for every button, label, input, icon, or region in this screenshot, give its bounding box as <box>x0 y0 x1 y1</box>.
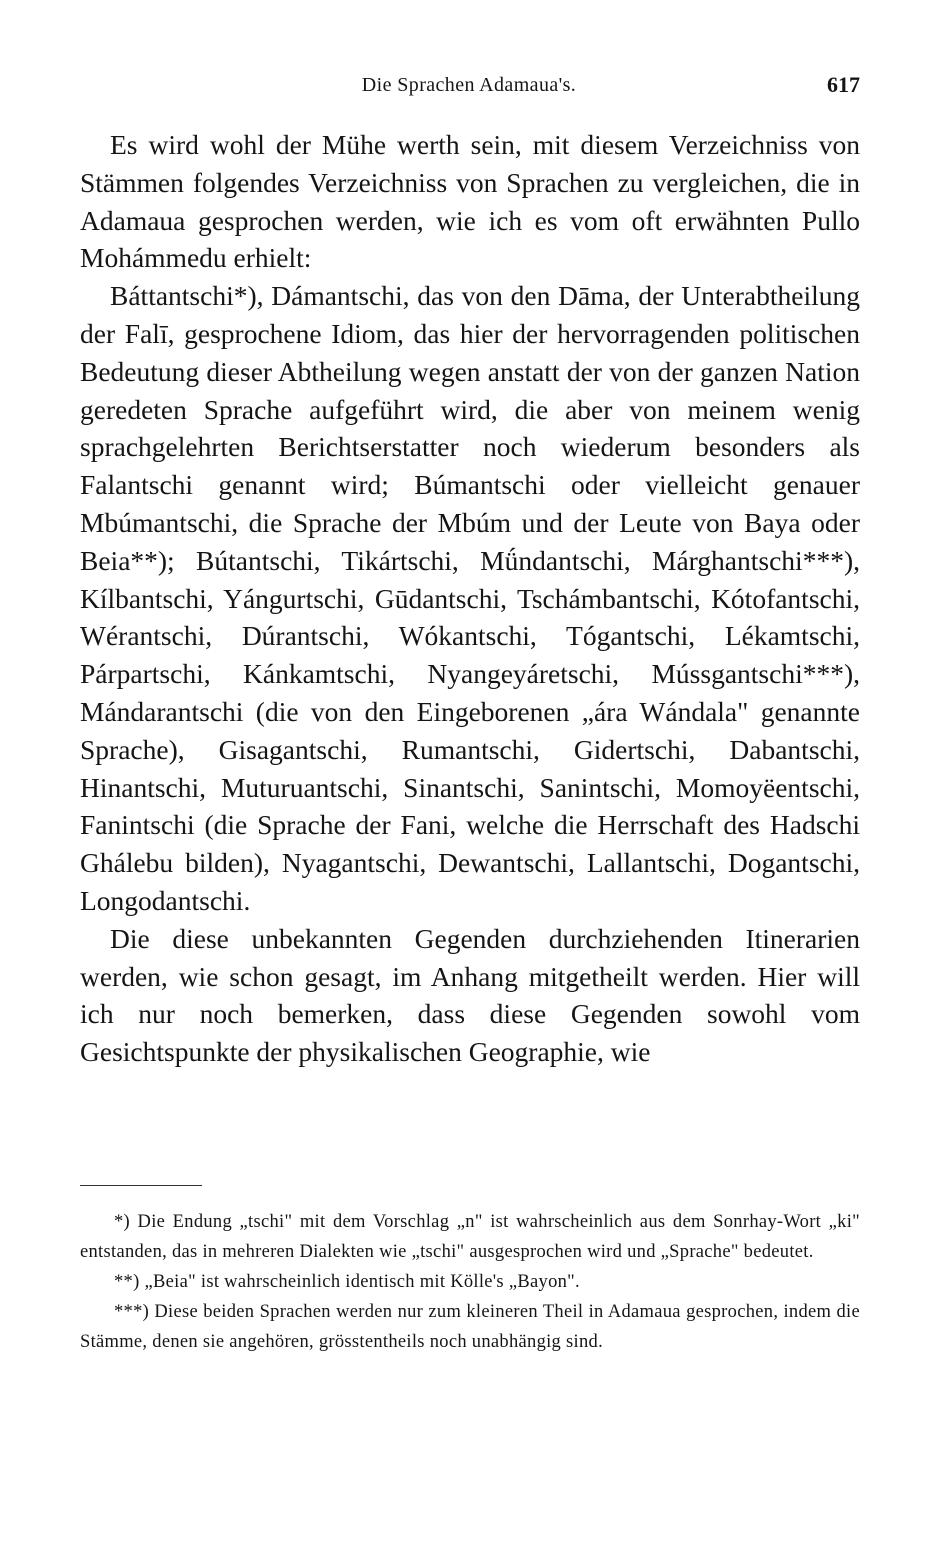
running-title: Die Sprachen Adamaua's. <box>361 74 577 96</box>
page-number: 617 <box>827 72 860 97</box>
running-head <box>78 74 860 104</box>
footnotes <box>80 1207 860 1357</box>
footnote-2: **) „Beia" ist wahrscheinlich identisch mit Kölle's „Bayon". <box>114 1272 580 1292</box>
footnote-divider <box>80 1185 202 1186</box>
paragraph-intro: Es wird wohl der Mühe werth sein, mit diesem Verzeichniss von Stämmen folgendes Verzeichniss von Sprachen zu vergleichen, die in Adamaua gesprochen werden, wie ich es vom oft erwähnten Pullo Mohámmedu erhielt: <box>80 129 860 274</box>
main-text <box>80 126 860 1071</box>
footnote-1: *) Die Endung „tschi" mit dem Vorschlag „n" ist wahrscheinlich aus dem Sonrhay-Wort „ki" entstanden, das in mehreren Dialekten wie „tschi" ausgesprochen wird und „Sprache" bedeutet. <box>80 1212 860 1262</box>
paragraph-itineraries: Die diese unbekannten Gegenden durchziehenden Itinerarien werden, wie schon gesagt, im Anhang mitgetheilt werden. Hier will ich nur noch bemerken, dass diese Gegenden sowohl vom Gesichtspunkte der physikalischen Geographie, wie <box>80 922 860 1068</box>
paragraph-language-list: Báttantschi*), Dámantschi, das von den Dāma, der Unterabtheilung der Falī, gesprochene Idiom, das hier der hervorragenden politischen Bedeutung dieser Abtheilung wegen anstatt der von der ganzen Nation geredeten Sprache aufgeführt wird, die aber von meinem wenig sprachgelehrten Berichtserstatter noch wiederum besonders als Falantschi genannt wird; Búmantschi oder vielleicht genauer Mbúmantschi, die Sprache der Mbúm und der Leute von Baya oder Beia**); Bútantschi, Tikártschi, Mǘndantschi, Márghantschi***), Kílbantschi, Yángurtschi, Gūdantschi, Tschámbantschi, Kótofantschi, Wérantschi, Dúrantschi, Wókantschi, Tógantschi, Lékamtschi, Párpartschi, Kánkamtschi, Nyangeyáretschi, Mússgantschi***), Mándarantschi (die von den Eingeborenen „ára Wándala" genannte Sprache), Gisagantschi, Rumantschi, Gidertschi, Dabantschi, Hinantschi, Muturuantschi, Sinantschi, Sanintschi, Momoyëentschi, Fanintschi (die Sprache der Fani, welche die Herrschaft des Hadschi Ghálebu bilden), Nyagantschi, Dewantschi, Lallantschi, Dogantschi, Longodantschi. <box>80 280 860 916</box>
footnote-3: ***) Diese beiden Sprachen werden nur zum kleineren Theil in Adamaua gesprochen, indem die Stämme, denen sie angehören, grösstentheils noch unabhängig sind. <box>80 1302 860 1352</box>
